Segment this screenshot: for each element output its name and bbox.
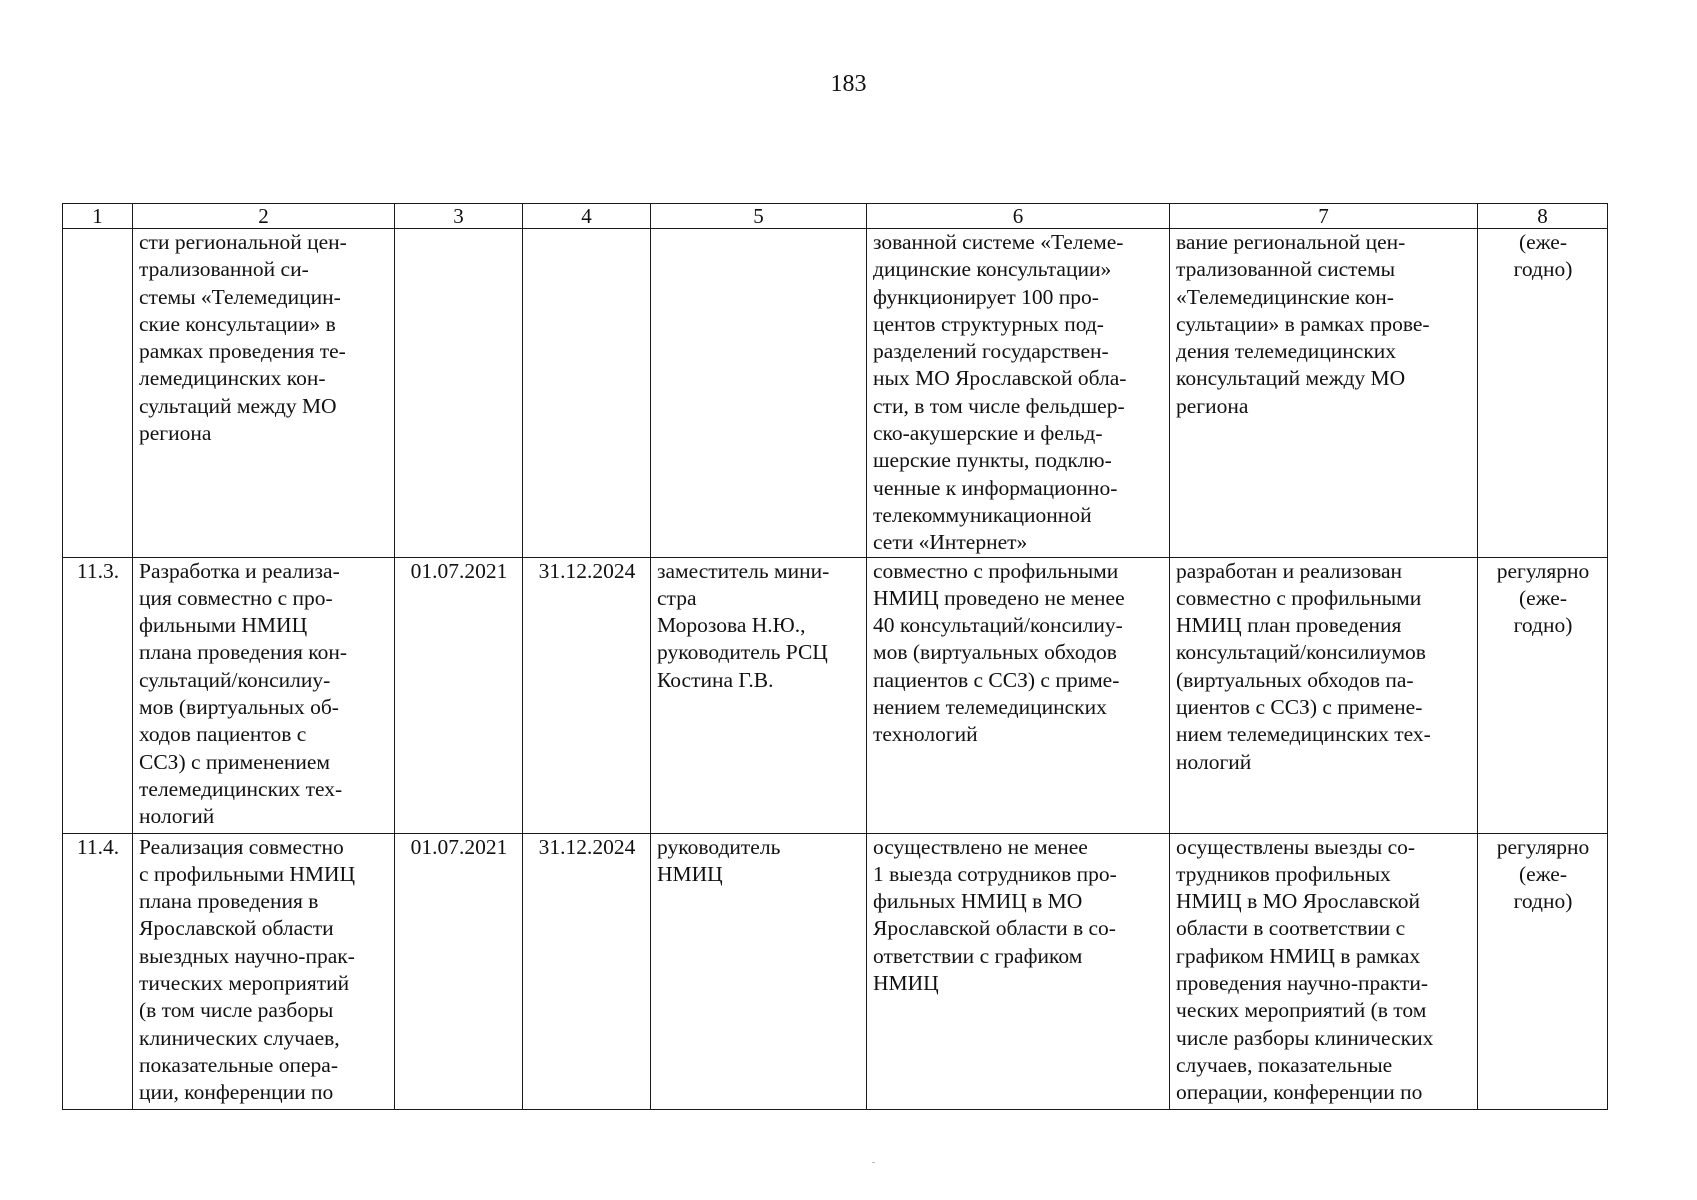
column-number-2: 2 — [133, 204, 395, 229]
column-number-1: 1 — [63, 204, 133, 229]
event-name-cell: Разработка и реализа- ция совместно с про- фильными НМИЦ плана проведения кон- сультаций/консилиу- мов (виртуальных об- ходов пациентов с ССЗ) с применением телемедицинских тех- нологий — [133, 557, 395, 833]
table-row — [63, 557, 1608, 833]
page-number: 183 — [830, 71, 867, 97]
responsible-cell — [651, 229, 867, 558]
row-number-cell — [63, 229, 133, 558]
indicator-cell: совместно с профильными НМИЦ проведено не менее 40 консультаций/консилиу- мов (виртуальных обходов пациентов с ССЗ) с приме- нением телемедицинских технологий — [867, 557, 1170, 833]
event-name-cell: Реализация совместно с профильными НМИЦ плана проведения в Ярославской области выездных научно-прак- тических мероприятий (в том числе разборы клинических случаев, показательные опера- ции, конференции по — [133, 833, 395, 1109]
row-number-cell: 11.3. — [63, 557, 133, 833]
start-date-cell: 01.07.2021 — [395, 557, 523, 833]
result-cell: осуществлены выезды со- трудников профильных НМИЦ в МО Ярославской области в соответствии с графиком НМИЦ в рамках проведения научно-практи- ческих мероприятий (в том числе разборы клинических случаев, показательные операции, конференции по — [1170, 833, 1478, 1109]
column-number-row — [63, 204, 1608, 229]
result-cell: вание региональной цен- трализованной системы «Телемедицинские кон- сультации» в рамках прове- дения телемедицинских консультаций между МО региона — [1170, 229, 1478, 558]
column-number-4: 4 — [523, 204, 651, 229]
table-row — [63, 229, 1608, 558]
indicator-cell: зованной системе «Телеме- дицинские консультации» функционирует 100 про- центов структурных под- разделений государствен- ных МО Ярославской обла- сти, в том числе фельдшер- ско-акушерские и фельд- шерские пункты, подклю- ченные к информационно- телекоммуникационной сети «Интернет» — [867, 229, 1170, 558]
end-date-cell: 31.12.2024 — [523, 557, 651, 833]
start-date-cell — [395, 229, 523, 558]
column-number-3: 3 — [395, 204, 523, 229]
column-number-7: 7 — [1170, 204, 1478, 229]
periodicity-cell: регулярно (еже- годно) — [1478, 833, 1608, 1109]
column-number-6: 6 — [867, 204, 1170, 229]
event-name-cell: сти региональной цен- трализованной си- стемы «Телемедицин- ские консультации» в рамках проведения те- лемедицинских кон- сультаций между МО региона — [133, 229, 395, 558]
column-number-5: 5 — [651, 204, 867, 229]
table-row — [63, 833, 1608, 1109]
row-number-cell: 11.4. — [63, 833, 133, 1109]
periodicity-cell: регулярно (еже- годно) — [1478, 557, 1608, 833]
end-date-cell: 31.12.2024 — [523, 833, 651, 1109]
responsible-cell: заместитель мини- стра Морозова Н.Ю., руководитель РСЦ Костина Г.В. — [651, 557, 867, 833]
start-date-cell: 01.07.2021 — [395, 833, 523, 1109]
scan-speck — [872, 1162, 875, 1163]
column-number-8: 8 — [1478, 204, 1608, 229]
result-cell: разработан и реализован совместно с профильными НМИЦ план проведения консультаций/консилиумов (виртуальных обходов па- циентов с ССЗ) с примене- нием телемедицинских тех- нологий — [1170, 557, 1478, 833]
measures-table — [62, 203, 1608, 1110]
periodicity-cell: (еже- годно) — [1478, 229, 1608, 558]
end-date-cell — [523, 229, 651, 558]
indicator-cell: осуществлено не менее 1 выезда сотрудников про- фильных НМИЦ в МО Ярославской области в со- ответствии с графиком НМИЦ — [867, 833, 1170, 1109]
responsible-cell: руководитель НМИЦ — [651, 833, 867, 1109]
